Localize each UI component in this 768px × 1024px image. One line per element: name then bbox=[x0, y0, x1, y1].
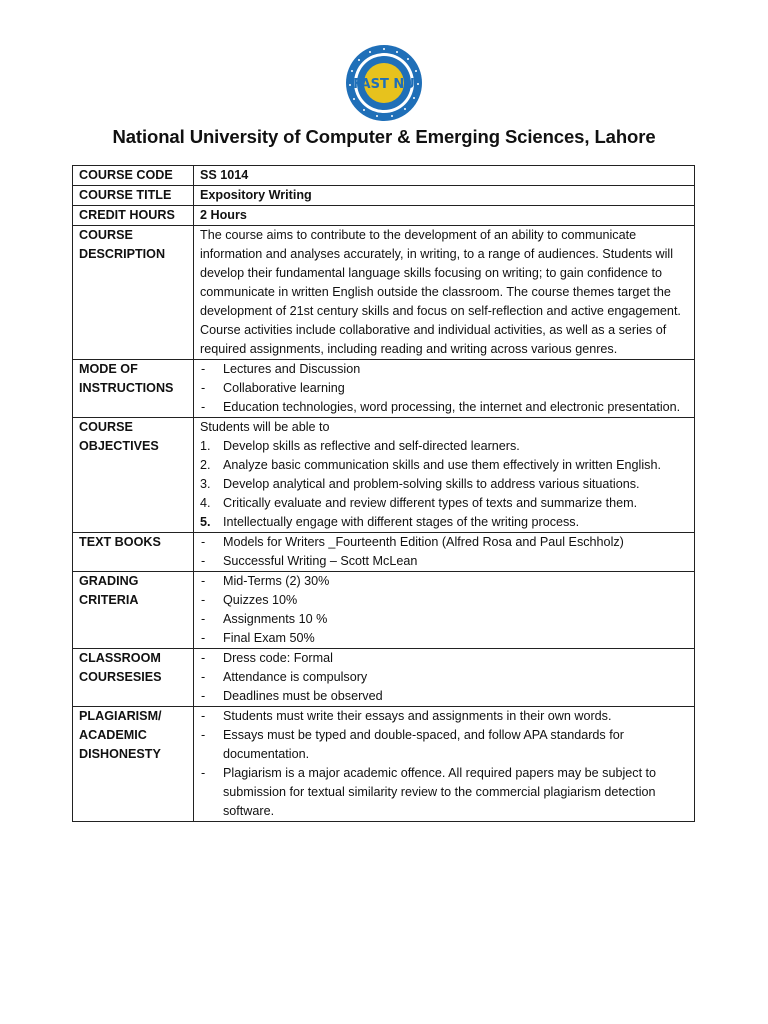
value-course-objectives bbox=[194, 418, 695, 533]
list-item: - Attendance is compulsory bbox=[200, 668, 690, 687]
item-text: Intellectually engage with different stages of the writing process. bbox=[223, 515, 580, 529]
list-item: - Education technologies, word processing, the internet and electronic presentation. bbox=[200, 398, 690, 417]
item-number: 5. bbox=[200, 515, 211, 529]
label-line: INSTRUCTIONS bbox=[79, 381, 174, 395]
page-title: National University of Computer & Emerging Sciences, Lahore bbox=[112, 126, 656, 147]
list-item: - Students must write their essays and assignments in their own words. bbox=[200, 707, 690, 726]
label-classroom-courtesies bbox=[73, 649, 194, 707]
list-item: - Plagiarism is a major academic offence. All required papers may be subject to submission for textual similarity review to the commercial plagiarism detection software. bbox=[200, 764, 690, 821]
row-plagiarism bbox=[73, 707, 695, 822]
label-course-code: COURSE CODE bbox=[73, 166, 194, 186]
row-text-books bbox=[73, 533, 695, 572]
label-line: DESCRIPTION bbox=[79, 247, 166, 261]
list-item: - Assignments 10 % bbox=[200, 610, 690, 629]
label-line: CRITERIA bbox=[79, 593, 139, 607]
value-credit-hours: 2 Hours bbox=[194, 206, 695, 226]
label-course-objectives bbox=[73, 418, 194, 533]
list-item: - Essays must be typed and double-spaced, and follow APA standards for documentation. bbox=[200, 726, 690, 764]
row-course-code bbox=[73, 166, 695, 186]
value-text-books bbox=[194, 533, 695, 572]
label-mode-of-instructions bbox=[73, 360, 194, 418]
list-item: - Final Exam 50% bbox=[200, 629, 690, 648]
label-course-description bbox=[73, 226, 194, 360]
row-mode-of-instructions bbox=[73, 360, 695, 418]
item-text: Develop skills as reflective and self-directed learners. bbox=[223, 439, 520, 453]
label-credit-hours: CREDIT HOURS bbox=[73, 206, 194, 226]
item-number: 2. bbox=[200, 458, 211, 472]
value-grading-criteria bbox=[194, 572, 695, 649]
item-text: Critically evaluate and review different types of texts and summarize them. bbox=[223, 496, 638, 510]
label-line: COURSE bbox=[79, 420, 133, 434]
label-course-title: COURSE TITLE bbox=[73, 186, 194, 206]
row-course-title bbox=[73, 186, 695, 206]
label-plagiarism bbox=[73, 707, 194, 822]
list-item: - Collaborative learning bbox=[200, 379, 690, 398]
item-text: Develop analytical and problem-solving skills to address various situations. bbox=[223, 477, 640, 491]
list-item bbox=[200, 456, 690, 475]
label-line: COURSESIES bbox=[79, 670, 162, 684]
row-course-description bbox=[73, 226, 695, 360]
item-text: Analyze basic communication skills and use them effectively in written English. bbox=[223, 458, 661, 472]
label-line: COURSE bbox=[79, 228, 133, 242]
label-line: DISHONESTY bbox=[79, 747, 161, 761]
list-item: - Successful Writing – Scott McLean bbox=[200, 552, 690, 571]
objectives-intro: Students will be able to bbox=[200, 420, 330, 434]
label-line: PLAGIARISM/ bbox=[79, 709, 162, 723]
list-item bbox=[200, 513, 690, 532]
list-item: - Mid-Terms (2) 30% bbox=[200, 572, 690, 591]
value-course-code: SS 1014 bbox=[194, 166, 695, 186]
list-item: - Models for Writers _Fourteenth Edition (Alfred Rosa and Paul Eschholz) bbox=[200, 533, 690, 552]
row-course-objectives bbox=[73, 418, 695, 533]
list-item bbox=[200, 475, 690, 494]
course-outline-table bbox=[72, 165, 695, 822]
item-number: 3. bbox=[200, 477, 211, 491]
item-number: 1. bbox=[200, 439, 211, 453]
value-plagiarism bbox=[194, 707, 695, 822]
value-mode-of-instructions bbox=[194, 360, 695, 418]
list-item: - Dress code: Formal bbox=[200, 649, 690, 668]
item-number: 4. bbox=[200, 496, 211, 510]
list-item bbox=[200, 437, 690, 456]
list-item: - Quizzes 10% bbox=[200, 591, 690, 610]
list-item bbox=[200, 494, 690, 513]
logo-mark: FAST NU bbox=[353, 77, 415, 92]
label-line: CLASSROOM bbox=[79, 651, 161, 665]
university-logo bbox=[345, 44, 423, 122]
label-grading-criteria bbox=[73, 572, 194, 649]
label-text-books: TEXT BOOKS bbox=[73, 533, 194, 572]
value-course-description: The course aims to contribute to the development of an ability to communicate information and analyses accurately, in writing, to a range of audiences. Students will develop their fundamental language skills focusing on writing; to gain confidence to communicate in written English outside the classroom. The course themes target the development of 21st century skills and focus on self-reflection and active engagement. Course activities include collaborative and individual activities, as well as a series of required assignments, including reading and writing across various genres. bbox=[194, 226, 695, 360]
label-line: ACADEMIC bbox=[79, 728, 147, 742]
list-item: - Deadlines must be observed bbox=[200, 687, 690, 706]
value-classroom-courtesies bbox=[194, 649, 695, 707]
value-course-title: Expository Writing bbox=[194, 186, 695, 206]
row-classroom-courtesies bbox=[73, 649, 695, 707]
row-credit-hours bbox=[73, 206, 695, 226]
label-line: MODE OF bbox=[79, 362, 138, 376]
row-grading-criteria bbox=[73, 572, 695, 649]
label-line: OBJECTIVES bbox=[79, 439, 159, 453]
label-line: GRADING bbox=[79, 574, 139, 588]
list-item: - Lectures and Discussion bbox=[200, 360, 690, 379]
